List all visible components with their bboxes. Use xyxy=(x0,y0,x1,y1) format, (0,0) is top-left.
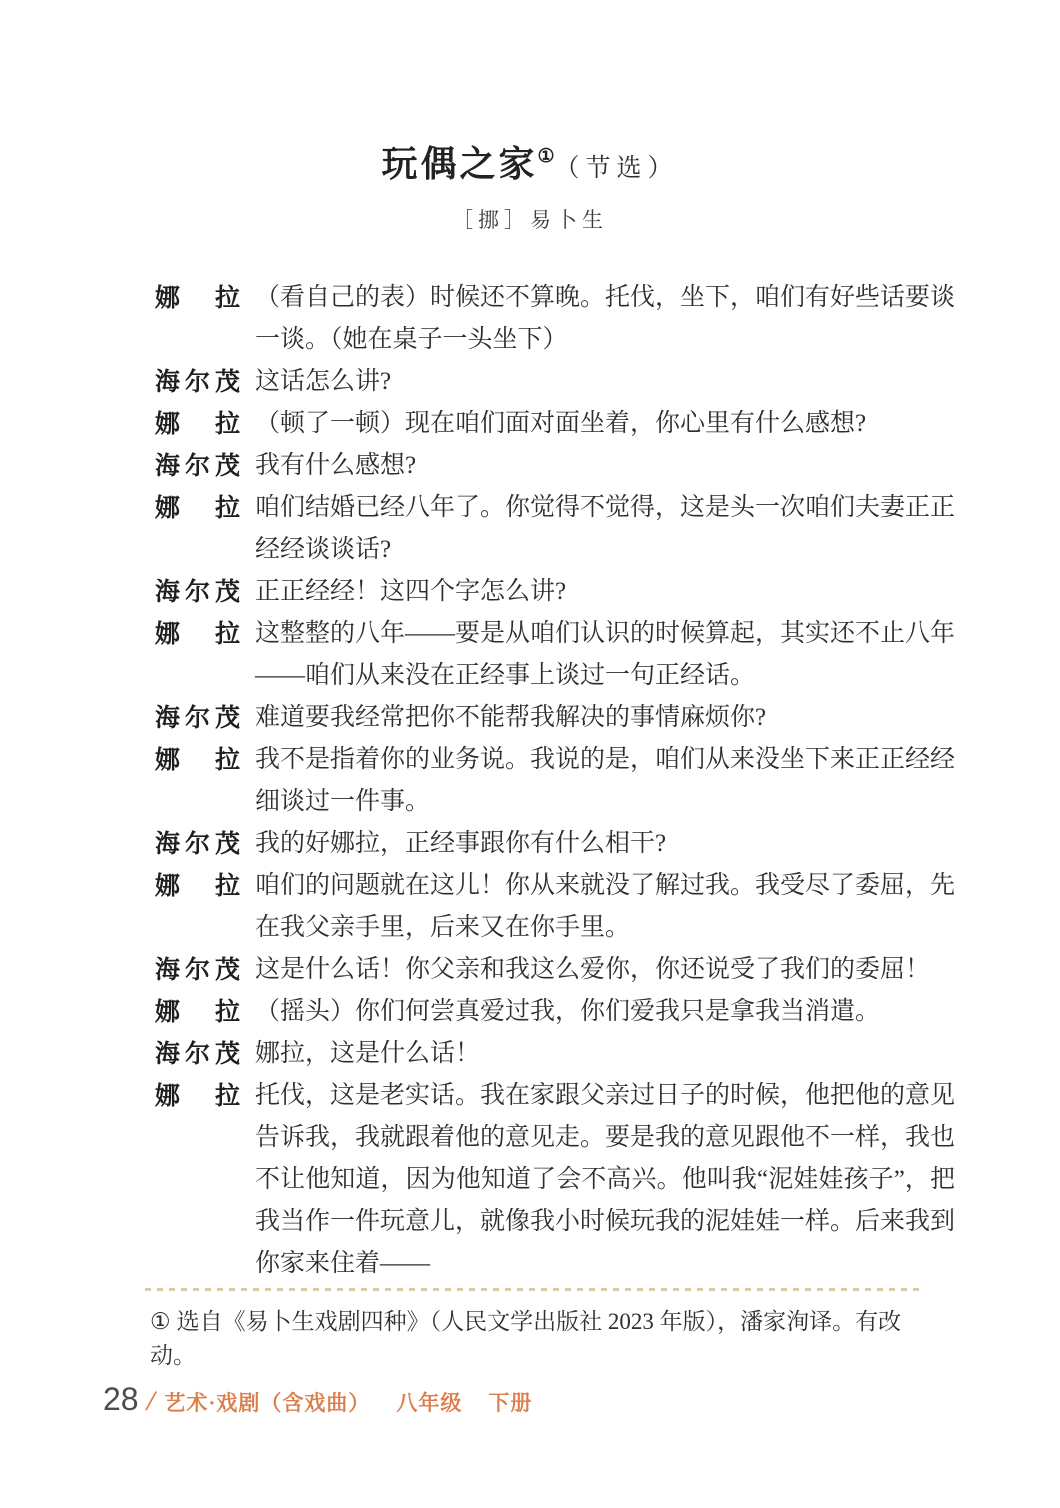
speaker-name: 娜拉 xyxy=(155,410,240,438)
speaker-name: 娜拉 xyxy=(155,746,240,774)
dialogue-entry xyxy=(155,277,955,361)
dialogue-text: 难道要我经常把你不能帮我解决的事情麻烦你? xyxy=(255,704,767,731)
dialogue-text: 我有什么感想? xyxy=(255,452,417,479)
dialogue-text: 正正经经！这四个字怎么讲? xyxy=(255,578,567,605)
title-footnote-ref: ① xyxy=(537,146,555,167)
speaker-name: 娜拉 xyxy=(155,872,240,900)
speaker-name: 海尔茂 xyxy=(155,830,240,858)
dialogue-entry xyxy=(155,403,955,445)
speaker-name: 娜拉 xyxy=(155,1082,240,1110)
footer-book-title: 艺术·戏剧（含戏曲） xyxy=(164,1391,371,1415)
footnote-divider xyxy=(145,1288,923,1291)
speaker-name: 海尔茂 xyxy=(155,368,240,396)
dialogue-entry xyxy=(155,823,955,865)
speaker-name: 海尔茂 xyxy=(155,956,240,984)
footer-volume-label: 下册 xyxy=(488,1391,533,1415)
dialogue-entry xyxy=(155,1033,955,1075)
footnote-marker: ① xyxy=(150,1309,171,1334)
dialogue-entry xyxy=(155,487,955,571)
dialogue-text: 我不是指着你的业务说。我说的是，咱们从来没坐下来正正经经细谈过一件事。 xyxy=(255,746,956,815)
dialogue-text: 这是什么话！你父亲和我这么爱你，你还说受了我们的委屈！ xyxy=(255,956,931,983)
dialogue-entry xyxy=(155,571,955,613)
dialogue-text: 咱们的问题就在这儿！你从来就没了解过我。我受尽了委屈，先在我父亲手里，后来又在你手里。 xyxy=(255,872,956,941)
dialogue-text: 娜拉，这是什么话！ xyxy=(255,1040,481,1067)
title-subtitle: （节选） xyxy=(554,155,679,182)
dialogue-entry xyxy=(155,991,955,1033)
dialogue-text: 这整整的八年——要是从咱们认识的时候算起，其实还不止八年——咱们从来没在正经事上谈过一句正经话。 xyxy=(255,620,956,689)
dialogue-entry xyxy=(155,865,955,949)
dialogue-entry xyxy=(155,613,955,697)
speaker-name: 娜拉 xyxy=(155,998,240,1026)
page-number: 28 xyxy=(103,1381,139,1417)
dialogue-block xyxy=(155,277,955,1285)
speaker-name: 娜拉 xyxy=(155,494,240,522)
dialogue-text: （看自己的表）时候还不算晚。托伐，坐下，咱们有好些话要谈一谈。（她在桌子一头坐下） xyxy=(255,284,956,353)
dialogue-entry xyxy=(155,697,955,739)
dialogue-text: 托伐，这是老实话。我在家跟父亲过日子的时候，他把他的意见告诉我，我就跟着他的意见走。要是我的意见跟他不一样，我也不让他知道，因为他知道了会不高兴。他叫我“泥娃娃孩子”，把我当作一件玩意儿，就像我小时候玩我的泥娃娃一样。后来我到你家来住着—— xyxy=(255,1082,956,1277)
dialogue-text: 这话怎么讲? xyxy=(255,368,392,395)
dialogue-entry xyxy=(155,1075,955,1285)
author-line: ［挪］易卜生 xyxy=(452,208,608,232)
speaker-name: 海尔茂 xyxy=(155,578,240,606)
dialogue-text: （顿了一顿）现在咱们面对面坐着，你心里有什么感想? xyxy=(255,410,867,437)
dialogue-text: 咱们结婚已经八年了。你觉得不觉得，这是头一次咱们夫妻正正经经谈谈话? xyxy=(255,494,956,563)
dialogue-text: （摇头）你们何尝真爱过我，你们爱我只是拿我当消遣。 xyxy=(255,998,881,1025)
speaker-name: 海尔茂 xyxy=(155,452,240,480)
footer-separator-slash: / xyxy=(143,1386,158,1417)
page-title xyxy=(0,136,1060,187)
page-footer xyxy=(103,1381,532,1418)
title-text: 玩偶之家 xyxy=(381,144,538,184)
speaker-name: 海尔茂 xyxy=(155,1040,240,1068)
dialogue-entry xyxy=(155,445,955,487)
speaker-name: 娜拉 xyxy=(155,284,240,312)
dialogue-entry xyxy=(155,949,955,991)
speaker-name: 海尔茂 xyxy=(155,704,240,732)
speaker-name: 娜拉 xyxy=(155,620,240,648)
dialogue-entry xyxy=(155,739,955,823)
footnote-text: 选自《易卜生戏剧四种》（人民文学出版社 2023 年版），潘家洵译。有改动。 xyxy=(150,1309,902,1368)
dialogue-entry xyxy=(155,361,955,403)
dialogue-text: 我的好娜拉，正经事跟你有什么相干? xyxy=(255,830,667,857)
footnote xyxy=(150,1305,940,1373)
footer-grade-label: 八年级 xyxy=(396,1391,463,1415)
